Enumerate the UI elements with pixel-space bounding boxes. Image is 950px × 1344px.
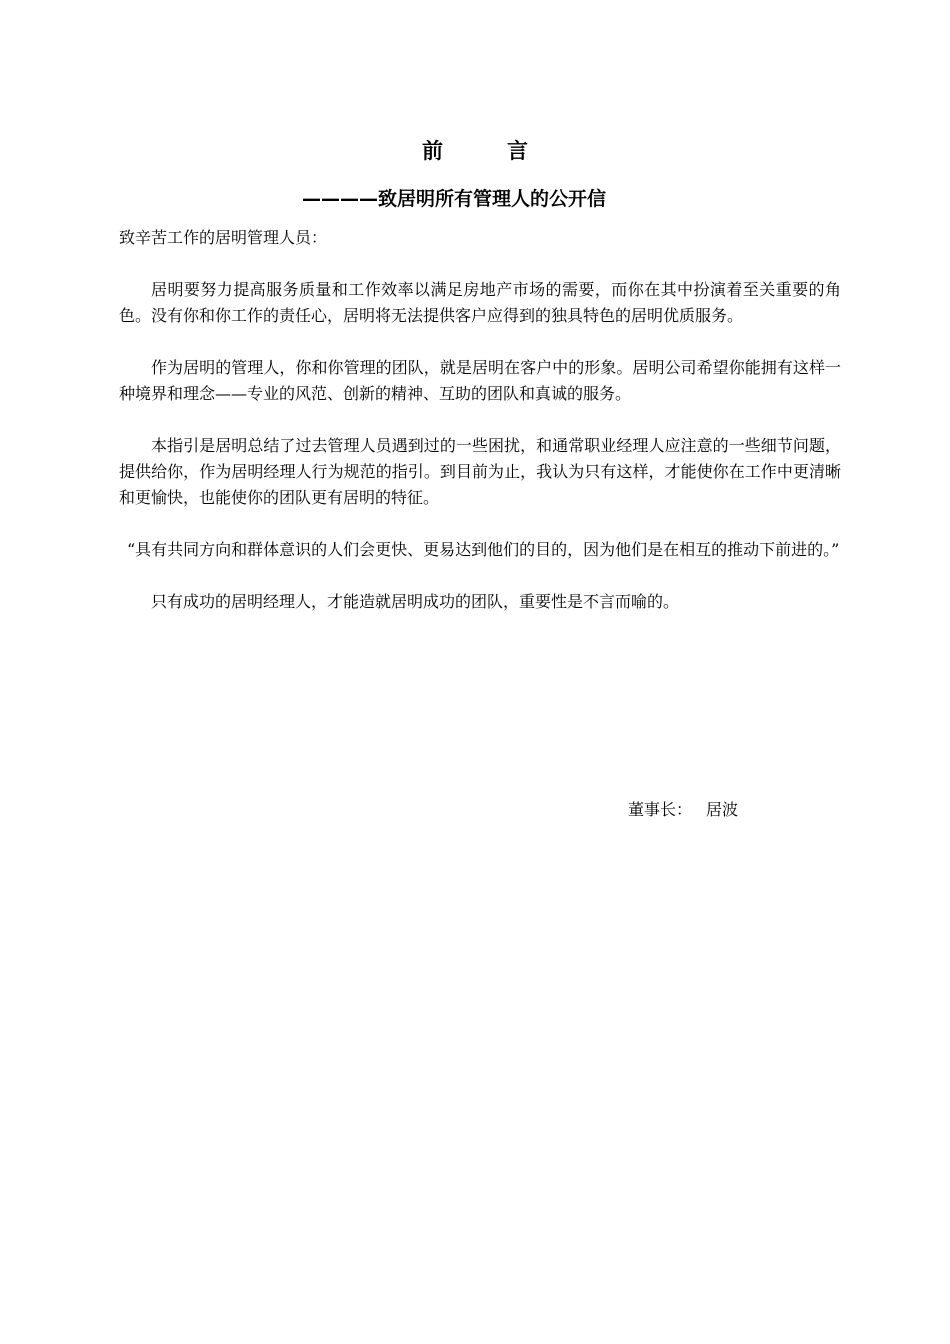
paragraph-3: 本指引是居明总结了过去管理人员遇到过的一些困扰，和通常职业经理人应注意的一些细节问题，提供给你，作为居明经理人行为规范的指引。到目前为止，我认为只有这样，才能使你在工作中更清晰和更愉快，也能使你的团队更有居明的特征。 xyxy=(119,436,841,507)
title-char-2: 言 xyxy=(507,139,528,163)
paragraph-2: 作为居明的管理人，你和你管理的团队，就是居明在客户中的形象。居明公司希望你能拥有这样一种境界和理念——专业的风范、创新的精神、互助的团队和真诚的服务。 xyxy=(119,358,841,403)
signature xyxy=(628,797,738,823)
paragraph-5: 只有成功的居明经理人，才能造就居明成功的团队，重要性是不言而喻的。 xyxy=(151,592,680,611)
quote-paragraph: “具有共同方向和群体意识的人们会更快、更易达到他们的目的，因为他们是在相互的推动下前进的。” xyxy=(127,540,840,559)
signature-label: 董事长： xyxy=(628,800,693,819)
signature-name: 居波 xyxy=(706,800,739,819)
letter-body xyxy=(119,225,841,641)
title-char-1: 前 xyxy=(422,139,443,163)
paragraph-1: 居明要努力提高服务质量和工作效率以满足房地产市场的需要，而你在其中扮演着至关重要的角色。没有你和你工作的责任心，居明将无法提供客户应得到的独具特色的居明优质服务。 xyxy=(119,280,841,325)
salutation: 致辛苦工作的居明管理人员： xyxy=(119,228,328,247)
page-title xyxy=(0,136,950,166)
page-subtitle: ————致居明所有管理人的公开信 xyxy=(302,188,607,210)
